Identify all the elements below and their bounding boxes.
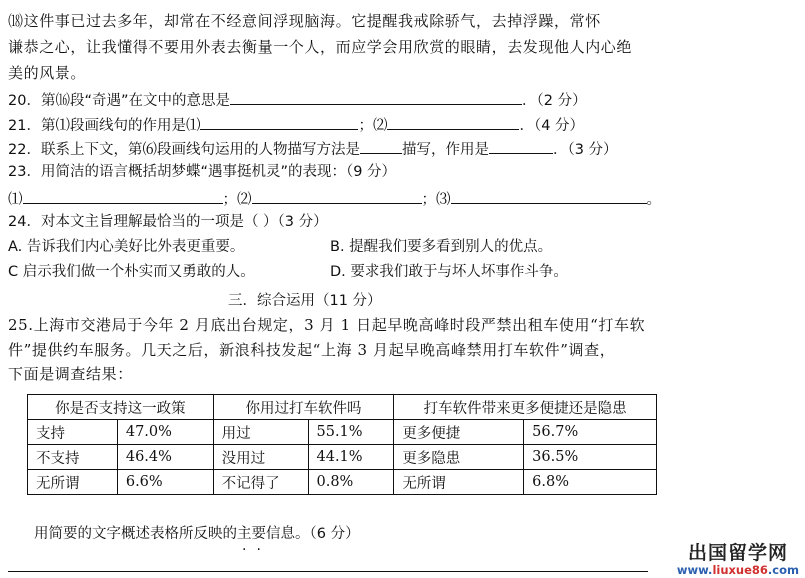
survey-table [27, 394, 657, 495]
question-25-line-3: 下面是调查结果： [8, 365, 133, 383]
question-23: 23．用简洁的语言概括胡梦蝶“遇事挺机灵”的表现：（9 分） [8, 164, 397, 180]
table-header: 打车软件带来更多便捷还是隐患 [394, 395, 657, 420]
emphasis-char-1: 主 [237, 526, 252, 542]
option-b[interactable]: B. 提醒我们要多看到别人的优点。 [330, 239, 553, 255]
passage-line-1: ⒅这件事已过去多年，却常在不经意间浮现脑海。它提醒我戒除骄气，去掉浮躁，常怀 [8, 12, 601, 30]
table-cell: 46.4% [117, 445, 213, 470]
question-20-text: 20．第⒃段“奇遇”在文中的意思是 [8, 93, 230, 109]
question-23-answers [8, 186, 661, 208]
watermark-title: 出国留学网 [687, 542, 788, 564]
question-22 [8, 136, 618, 158]
final-text-post: 信息。（6 分） [266, 526, 360, 542]
question-25-line-2: 件”提供约车服务。几天之后，新浪科技发起“上海 3 月起早晚高峰禁用打车软件”调查， [8, 341, 616, 359]
table-cell: 36.5% [524, 445, 657, 470]
question-25-line-1: 25.上海市交港局于今年 2 月底出台规定，3 月 1 日起早晚高峰时段严禁出租车使用“打车软 [8, 316, 646, 334]
table-cell: 更多便捷 [394, 420, 524, 445]
option-c[interactable]: C 启示我们做一个朴实而又勇敢的人。 [8, 264, 255, 280]
question-23-part-3: ；⑶ [421, 192, 451, 208]
table-cell: 56.7% [524, 420, 657, 445]
question-23-part-2: ；⑵ [222, 192, 252, 208]
answer-blank-22-2[interactable] [489, 136, 553, 154]
table-cell: 44.1% [308, 445, 394, 470]
watermark-url-suffix: .com [767, 563, 799, 577]
watermark-url-prefix: www. [676, 563, 713, 577]
table-cell: 47.0% [117, 420, 213, 445]
question-20 [8, 87, 587, 109]
question-22-mid: 描写，作用是 [401, 142, 489, 158]
emphasis-char-2: 要 [251, 526, 266, 542]
table-header-row [28, 395, 657, 420]
table-cell: 不记得了 [213, 470, 308, 495]
passage-line-3: 美的风景。 [8, 64, 87, 82]
final-instruction [34, 522, 360, 543]
table-cell: 6.8% [524, 470, 657, 495]
table-cell: 55.1% [308, 420, 394, 445]
answer-blank-20[interactable] [230, 87, 522, 105]
option-a[interactable]: A. 告诉我们内心美好比外表更重要。 [8, 239, 245, 255]
passage-line-2: 谦恭之心，让我懂得不要用外表去衡量一个人，而应学会用欣赏的眼睛，去发现他人内心绝 [8, 38, 633, 56]
table-header: 你是否支持这一政策 [28, 395, 214, 420]
table-cell: 0.8% [308, 470, 394, 495]
question-23-end: 。 [646, 192, 661, 208]
table-cell: 6.6% [117, 470, 213, 495]
table-row [28, 420, 657, 445]
table-cell: 不支持 [28, 445, 118, 470]
question-20-score: ．（2 分） [521, 93, 587, 109]
watermark-logo [677, 538, 799, 577]
answer-blank-21-1[interactable] [200, 112, 358, 130]
option-d[interactable]: D. 要求我们敢于与坏人坏事作斗争。 [330, 264, 568, 280]
question-21-text: 21．第⑴段画线句的作用是⑴ [8, 118, 201, 134]
table-header: 你用过打车软件吗 [213, 395, 394, 420]
question-21-score: ．（4 分） [519, 118, 585, 134]
answer-blank-23-2[interactable] [252, 186, 422, 204]
question-24: 24．对本文主旨理解最恰当的一项是（ ）（3 分） [8, 214, 328, 230]
watermark-url [677, 563, 799, 577]
question-22-text: 22．联系上下文，第⑹段画线句运用的人物描写方法是 [8, 142, 360, 158]
answer-blank-21-2[interactable] [387, 112, 519, 130]
answer-line-final[interactable] [8, 571, 648, 572]
table-cell: 更多隐患 [394, 445, 524, 470]
table-cell: 支持 [28, 420, 118, 445]
table-cell: 无所谓 [28, 470, 118, 495]
answer-blank-22-1[interactable] [360, 136, 402, 154]
question-21 [8, 112, 584, 134]
table-cell: 无所谓 [394, 470, 524, 495]
table-cell: 用过 [213, 420, 308, 445]
section-heading: 三．综合运用（11 分） [228, 293, 382, 309]
watermark-url-domain: liuxue86 [712, 563, 768, 577]
answer-blank-23-3[interactable] [451, 186, 647, 204]
answer-blank-23-1[interactable] [23, 186, 223, 204]
question-23-part-1: ⑴ [8, 192, 23, 208]
question-22-score: ．（3 分） [552, 142, 618, 158]
table-row [28, 445, 657, 470]
table-cell: 没用过 [213, 445, 308, 470]
question-21-mid: ；⑵ [358, 118, 388, 134]
final-text-pre: 用简要的文字概述表格所反映的 [34, 526, 237, 542]
table-row [28, 470, 657, 495]
